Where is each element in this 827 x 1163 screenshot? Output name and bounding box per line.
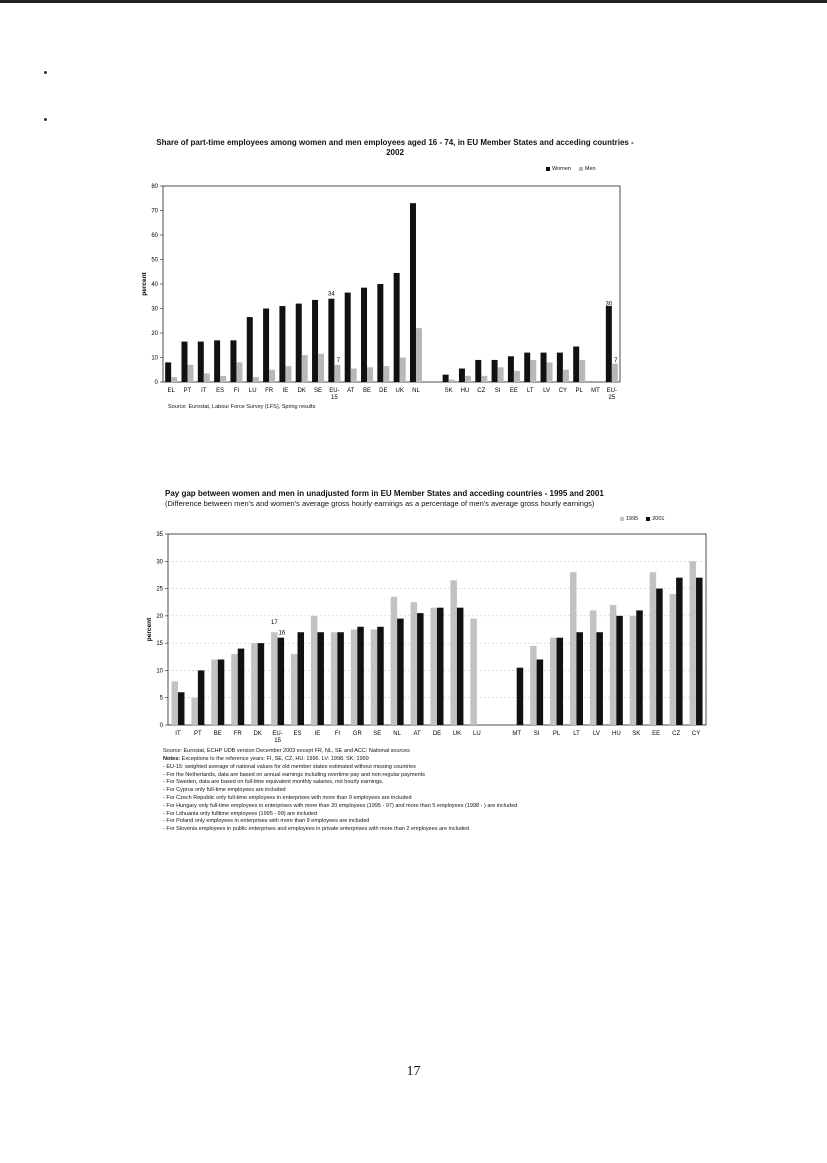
bar-1995-de — [431, 608, 438, 725]
bar-2001-hu — [616, 616, 623, 725]
y-tick-label: 30 — [156, 559, 163, 566]
x-tick-label: CZ — [672, 731, 681, 737]
x-tick-label: EE — [652, 731, 661, 737]
bar-1995-gr — [351, 630, 358, 726]
x-tick-label: FI — [233, 388, 240, 394]
bar-1995-ee — [650, 572, 657, 725]
x-tick-label: EU- — [606, 388, 618, 394]
y-tick-label: 60 — [151, 233, 158, 239]
x-tick-label: EU- — [329, 388, 340, 394]
y-axis-label: percent — [146, 617, 153, 642]
x-tick-label: CY — [558, 388, 568, 394]
bar-1995-es — [291, 654, 298, 725]
x-tick-label: FI — [334, 731, 341, 737]
chart2-notes-line: - For Czech Republic only full-time employees in enterprises with more than 9 employees are included — [163, 794, 412, 801]
bar-2001-mt — [517, 668, 524, 725]
x-tick-label: 15 — [331, 395, 338, 401]
x-tick-label: 15 — [274, 738, 281, 744]
x-tick-label: CZ — [477, 388, 486, 394]
y-tick-label: 50 — [151, 257, 158, 264]
x-tick-label: LT — [526, 388, 534, 394]
bar-1995-nl — [391, 597, 398, 725]
bar-2001-dk — [258, 643, 265, 725]
bar-2001-ie — [317, 632, 324, 725]
chart2-notes-line: - For Sweden, data are based on full-time equivalent monthly salaries, not hourly earnings. — [163, 779, 384, 786]
bar-2001-ee — [656, 589, 663, 725]
chart2-notes-line: - For Cyprus only full-time employees are included — [163, 787, 286, 794]
x-tick-label: FR — [265, 388, 274, 394]
bar-2001-si — [537, 660, 544, 725]
y-tick-label: 40 — [151, 282, 158, 288]
bar-2001-it — [178, 692, 185, 725]
x-tick-label: IE — [282, 388, 289, 394]
bar-1995-se — [371, 630, 378, 726]
bar-2001-pl — [557, 638, 564, 725]
y-tick-label: 35 — [156, 532, 163, 538]
x-tick-label: SE — [373, 731, 382, 737]
bar-1995-cy — [690, 561, 697, 725]
x-tick-label: PT — [183, 388, 192, 394]
data-label: 16 — [278, 630, 286, 637]
x-tick-label: LV — [592, 731, 600, 737]
x-tick-label: GR — [352, 731, 362, 737]
bar-2001-uk — [457, 608, 464, 725]
chart2-subtitle: (Difference between men's and women's average gross hourly earnings as a percentage of men's average gross hourly earnings) — [165, 499, 595, 508]
bar-1995-lv — [590, 610, 597, 725]
bar-1995-dk — [251, 643, 258, 725]
y-tick-label: 30 — [151, 306, 158, 313]
bar-1995-ie — [311, 616, 318, 725]
x-tick-label: LU — [248, 388, 257, 394]
bar-1995-cz — [670, 594, 677, 725]
bar-2001-fr — [238, 649, 245, 725]
bar-1995-pt — [191, 698, 198, 725]
bar-2001-be — [218, 660, 225, 725]
x-tick-label: SK — [632, 731, 641, 737]
x-tick-label: SI — [494, 388, 501, 394]
x-tick-label: CY — [691, 731, 701, 737]
x-tick-label: 25 — [608, 395, 616, 401]
x-tick-label: DE — [432, 731, 442, 737]
x-tick-label: LT — [573, 731, 580, 737]
x-tick-label: LV — [543, 388, 551, 394]
bar-1995-be — [211, 660, 218, 725]
x-tick-label: FR — [233, 731, 242, 737]
data-label: 30 — [605, 301, 613, 308]
x-tick-label: NL — [393, 731, 401, 737]
bar-1995-si — [530, 646, 537, 725]
y-tick-label: 20 — [151, 331, 158, 337]
y-tick-label: 15 — [156, 641, 163, 648]
chart2-notes-line: - For Lithuania only fulltime employees (1995 - 99) are included — [163, 810, 318, 817]
bar-2001-se — [377, 627, 384, 725]
chart2-legend-item-2001: 2001 — [646, 516, 664, 522]
y-tick-label: 10 — [151, 355, 158, 362]
x-tick-label: PL — [575, 388, 583, 394]
bar-1995-uk — [450, 580, 457, 725]
bar-1995-pl — [550, 638, 557, 725]
x-tick-label: MT — [591, 388, 600, 394]
x-tick-label: ES — [216, 388, 225, 394]
chart2-source: Source: Eurostat, ECHP UDB version December 2003 except FR, NL, SE and ACC: National sources — [163, 748, 410, 754]
bar-1995-eu-15 — [271, 632, 278, 725]
page-number: 17 — [406, 1064, 421, 1079]
x-tick-label: LU — [473, 731, 481, 737]
bar-2001-cy — [696, 578, 703, 725]
x-tick-label: AT — [413, 731, 421, 737]
chart2-notes-line: - For the Netherlands, data are based on annual earnings including overtime pay and non-regular payments — [163, 771, 426, 778]
chart2-notes-line: - EU-15: weighted average of national values for old member states estimated without missing countries — [163, 763, 416, 770]
y-tick-label: 80 — [151, 184, 158, 190]
x-tick-label: IT — [175, 731, 181, 737]
bar-1995-it — [171, 681, 178, 725]
bar-2001-lv — [596, 632, 603, 725]
chart2-notes-line: Notes: Exceptions to the reference years: FI, SE, CZ, HU: 1996. LV: 1998. SK: 1999 — [163, 756, 369, 762]
chart2-title: Pay gap between women and men in unadjusted form in EU Member States and acceding countries - 1995 and 2001 — [165, 489, 604, 498]
x-tick-label: MT — [512, 731, 522, 737]
x-tick-label: HU — [611, 731, 621, 737]
bar-1995-fi — [331, 632, 338, 725]
bar-2001-at — [417, 613, 424, 725]
chart1-source: Source: Eurostat, Labour Force Survey (LFS), Spring results — [168, 404, 316, 410]
bar-1995-lt — [570, 572, 577, 725]
x-tick-label: ES — [293, 731, 302, 737]
bar-2001-sk — [636, 610, 643, 725]
bar-2001-de — [437, 608, 444, 725]
x-tick-label: SK — [444, 388, 453, 394]
y-tick-label: 25 — [156, 586, 163, 593]
y-tick-label: 10 — [156, 668, 163, 675]
bar-2001-eu-15 — [278, 638, 285, 725]
x-tick-label: DK — [253, 731, 262, 737]
x-tick-label: NL — [412, 388, 420, 394]
data-label: 7 — [614, 357, 618, 364]
bar-1995-hu — [610, 605, 617, 725]
data-label: 34 — [328, 291, 335, 298]
x-tick-label: IE — [314, 731, 321, 737]
bar-1995-at — [411, 602, 418, 725]
data-label: 17 — [270, 620, 278, 627]
chart1-title: Share of part-time employees among women and men employees aged 16 - 74, in EU Member States and acceding countries - 2002 — [156, 138, 634, 157]
x-tick-label: EE — [509, 388, 518, 394]
chart2-notes-line: - For Poland only employees in enterprises with more than 9 employees are included — [163, 818, 370, 825]
y-tick-label: 70 — [151, 208, 158, 215]
x-tick-label: EU- — [272, 731, 283, 737]
chart2-notes — [163, 756, 763, 834]
x-tick-label: SI — [533, 731, 540, 737]
x-tick-label: HU — [460, 388, 470, 394]
chart2-notes-line: - For Hungary only full-time employees in enterprises with more than 20 employees (1995 - 97) and more than 5 employees (1998 - ) are included — [163, 802, 518, 809]
bar-2001-fi — [337, 632, 344, 725]
x-tick-label: BE — [213, 731, 222, 737]
bar-2001-lt — [576, 632, 583, 725]
chart1-legend-item-women: Women — [546, 166, 571, 172]
bar-1995-lu — [470, 619, 477, 725]
x-tick-label: UK — [395, 388, 404, 394]
x-tick-label: DK — [297, 388, 306, 394]
x-tick-label: BE — [363, 388, 372, 394]
data-label: 7 — [336, 357, 341, 364]
bar-2001-es — [298, 632, 305, 725]
y-tick-label: 0 — [154, 380, 158, 386]
y-tick-label: 0 — [159, 723, 163, 729]
bar-1995-fr — [231, 654, 238, 725]
x-tick-label: DE — [379, 388, 388, 394]
chart2-legend-item-1995: 1995 — [620, 516, 638, 522]
y-tick-label: 5 — [159, 695, 163, 702]
bar-2001-gr — [357, 627, 364, 725]
bar-1995-sk — [630, 616, 637, 725]
bar-2001-cz — [676, 578, 683, 725]
y-tick-label: 20 — [156, 613, 163, 620]
chart2-notes-line: - For Slovenia employees in public enterprises and employees in private enterprises with more than 2 employees are included — [163, 826, 470, 833]
x-tick-label: IT — [201, 388, 207, 394]
x-tick-label: PT — [194, 731, 202, 737]
bar-2001-pt — [198, 670, 205, 725]
x-tick-label: SE — [314, 388, 323, 394]
bar-2001-nl — [397, 619, 404, 725]
x-tick-label: PL — [552, 731, 561, 737]
y-axis-label: percent — [141, 272, 148, 296]
chart1-legend-item-men: Men — [579, 166, 596, 172]
x-tick-label: EL — [167, 388, 175, 394]
x-tick-label: AT — [347, 388, 355, 394]
x-tick-label: UK — [452, 731, 462, 737]
